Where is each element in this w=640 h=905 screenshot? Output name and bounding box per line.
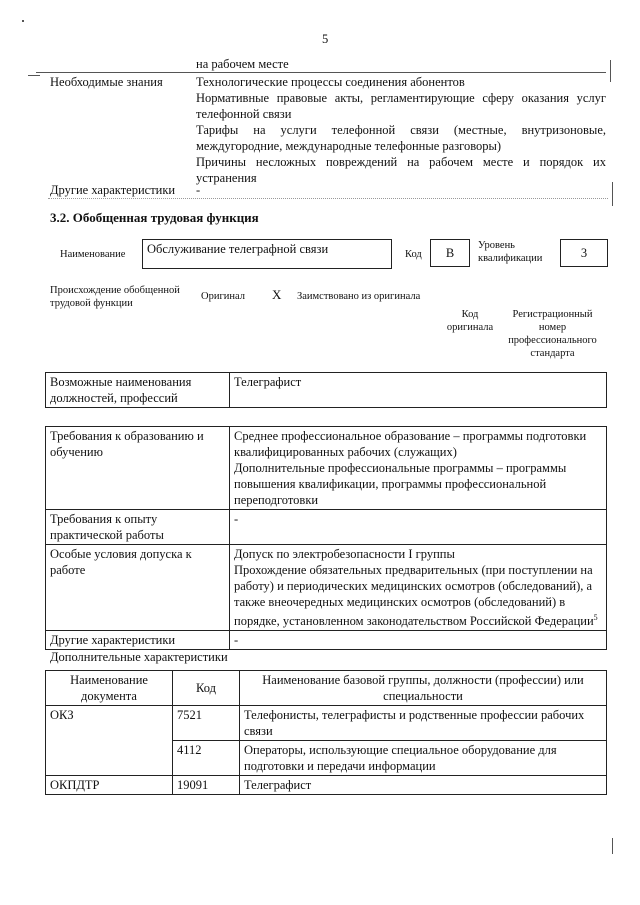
positions-table	[45, 372, 607, 408]
origin-original-mark: X	[272, 287, 282, 302]
requirement-row-special-conditions	[46, 545, 607, 631]
row-name: Операторы, использующие специальное оборудование для подготовки и передачи информации	[240, 741, 607, 776]
row-code: 4112	[173, 741, 240, 776]
reg-number-label: Регистрационный номер профессионального стандарта	[508, 309, 597, 359]
additional-table	[45, 670, 607, 795]
function-code-label: Код	[405, 249, 422, 260]
code-original-label: Код оригинала	[446, 309, 494, 333]
knowledge-label: Необходимые знания	[50, 75, 163, 89]
header-document: Наименование документа	[46, 671, 173, 706]
origin-label: Происхождение обобщенной трудовой функции	[50, 285, 180, 309]
page-number: 5	[322, 32, 329, 46]
qualification-level-label: Уровень квалификации	[478, 240, 543, 264]
table-row	[46, 776, 607, 795]
footnote-marker: 5	[593, 613, 598, 622]
requirement-line: -	[230, 631, 607, 650]
requirement-line: -	[230, 510, 607, 545]
continuation-text: на рабочем месте	[196, 57, 289, 71]
requirement-line: Допуск по электробезопасности I группы	[234, 547, 455, 561]
requirement-row-other	[46, 631, 607, 650]
requirement-label: Требования к опыту практической работы	[46, 510, 230, 545]
qualification-level-value: 3	[560, 239, 608, 267]
header-code: Код	[173, 671, 240, 706]
other-value: -	[196, 183, 201, 197]
requirement-label: Требования к образованию и обучению	[46, 427, 230, 510]
requirement-label: Другие характеристики	[46, 631, 230, 650]
other-label: Другие характеристики	[50, 183, 176, 197]
positions-label: Возможные наименования должностей, профессий	[46, 373, 230, 408]
row-name: Телеграфист	[240, 776, 607, 795]
row-name: Телефонисты, телеграфисты и родственные профессии рабочих связи	[240, 706, 607, 741]
table-row	[46, 706, 607, 741]
scan-dash	[28, 75, 40, 76]
function-name-label: Наименование	[60, 249, 126, 260]
requirement-line: Прохождение обязательных предварительных (при поступлении на работу) и периодических медицинских осмотров (обследований), а также внеочередных медицинских осмотров (обследований) в порядке, установленном законодательством Российской Федерации	[234, 563, 594, 629]
origin-borrowed-label: Заимствовано из оригинала	[297, 291, 421, 302]
scan-dot	[22, 20, 24, 22]
origin-original-label: Оригинал	[201, 291, 245, 302]
divider	[48, 198, 608, 199]
row-document: ОКПДТР	[46, 776, 173, 795]
divider	[36, 72, 606, 73]
requirement-row-education	[46, 427, 607, 510]
section-title: 3.2. Обобщенная трудовая функция	[50, 210, 259, 225]
scan-line	[610, 60, 611, 82]
requirement-row-experience	[46, 510, 607, 545]
function-name-value: Обслуживание телеграфной связи	[142, 239, 392, 269]
requirement-label: Особые условия допуска к работе	[46, 545, 230, 631]
knowledge-item: Тарифы на услуги телефонной связи (местные, внутризоновые, междугородние, международные телефонные разговоры)	[196, 123, 606, 153]
header-name: Наименование базовой группы, должности (профессии) или специальности	[240, 671, 607, 706]
additional-title: Дополнительные характеристики	[50, 650, 228, 664]
row-document: ОКЗ	[46, 706, 173, 776]
scan-line	[612, 838, 613, 854]
requirement-line: Среднее профессиональное образование – программы подготовки квалифицированных рабочих (служащих)	[234, 429, 587, 459]
positions-value: Телеграфист	[230, 373, 607, 408]
requirements-table	[45, 426, 607, 650]
knowledge-item: Технологические процессы соединения абонентов	[196, 75, 465, 89]
function-code-value: B	[430, 239, 470, 267]
scan-line	[612, 182, 613, 206]
requirement-line: Дополнительные профессиональные программы – программы повышения квалификации, программы профессиональной переподготовки	[234, 461, 567, 507]
row-code: 19091	[173, 776, 240, 795]
additional-header-row	[46, 671, 607, 706]
knowledge-item: Причины несложных повреждений на рабочем месте и порядок их устранения	[196, 155, 606, 185]
knowledge-item: Нормативные правовые акты, регламентирующие сферу оказания услуг телефонной связи	[196, 91, 606, 121]
row-code: 7521	[173, 706, 240, 741]
